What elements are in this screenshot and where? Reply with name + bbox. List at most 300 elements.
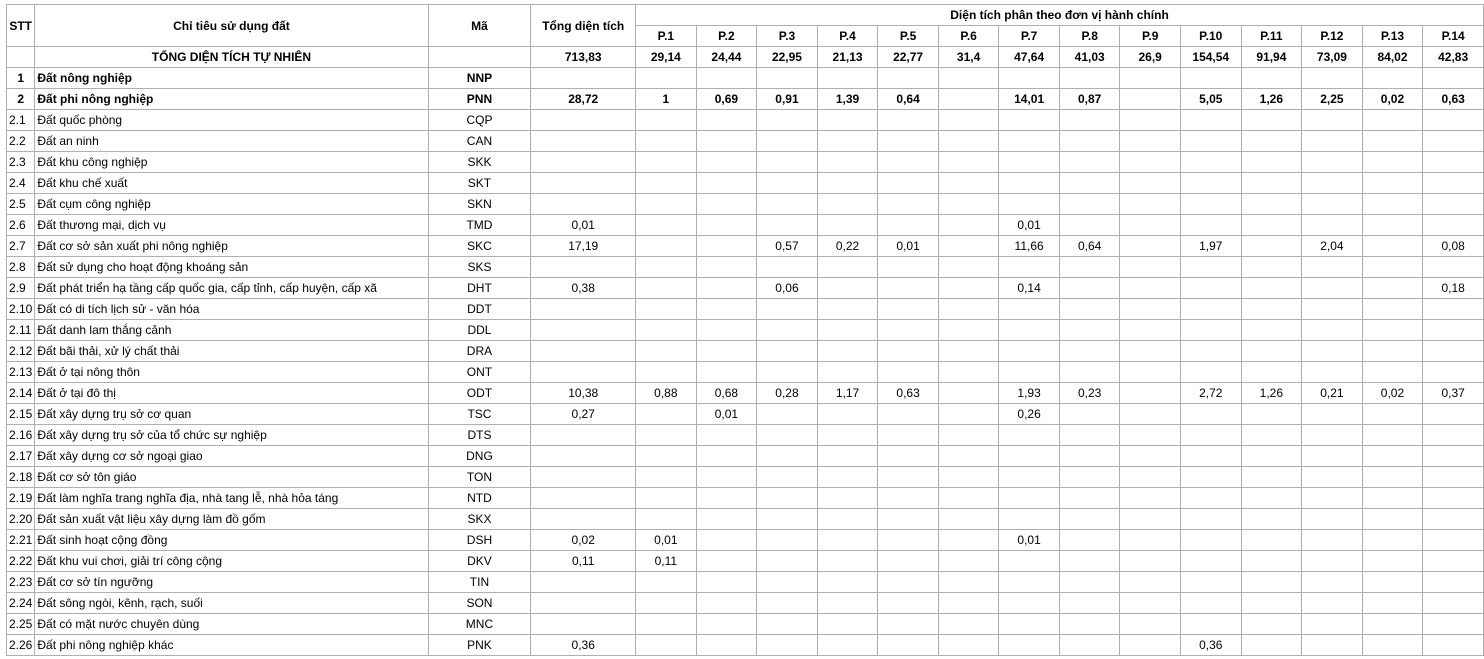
row-ward-cell bbox=[1241, 614, 1302, 635]
row-ward-cell bbox=[878, 635, 939, 656]
row-ward-cell bbox=[1059, 362, 1120, 383]
row-ward-cell bbox=[999, 152, 1060, 173]
row-ward-cell bbox=[1059, 488, 1120, 509]
row-ward-cell bbox=[696, 278, 757, 299]
total-area-header: Tổng diện tích bbox=[531, 5, 636, 47]
row-code: CAN bbox=[428, 131, 531, 152]
row-name: Đất xây dựng trụ sở cơ quan bbox=[35, 404, 428, 425]
row-ward-cell bbox=[757, 215, 818, 236]
row-ward-cell bbox=[696, 68, 757, 89]
row-name: Đất bãi thải, xử lý chất thải bbox=[35, 341, 428, 362]
row-ward-cell bbox=[1423, 635, 1484, 656]
row-stt: 2.25 bbox=[7, 614, 35, 635]
row-ward-cell bbox=[1362, 404, 1423, 425]
row-ward-cell bbox=[817, 278, 878, 299]
row-ward-cell bbox=[1302, 110, 1363, 131]
row-ward-cell: 0,36 bbox=[1180, 635, 1241, 656]
row-ward-cell bbox=[1362, 278, 1423, 299]
row-ward-cell bbox=[1120, 635, 1180, 656]
row-ward-cell bbox=[1302, 635, 1363, 656]
row-ward-cell bbox=[878, 467, 939, 488]
row-stt: 2.21 bbox=[7, 530, 35, 551]
table-row bbox=[7, 320, 1484, 341]
row-ward-cell bbox=[696, 362, 757, 383]
row-ward-cell bbox=[817, 530, 878, 551]
row-ward-cell bbox=[817, 362, 878, 383]
row-ward-cell bbox=[938, 278, 998, 299]
row-ward-cell bbox=[1059, 299, 1120, 320]
row-ward-cell bbox=[1059, 425, 1120, 446]
row-ward-cell bbox=[1362, 299, 1423, 320]
row-code: DTS bbox=[428, 425, 531, 446]
row-ward-cell bbox=[999, 173, 1060, 194]
row-ward-cell bbox=[757, 467, 818, 488]
row-ward-cell bbox=[636, 446, 697, 467]
row-ward-cell bbox=[1120, 593, 1180, 614]
row-ward-cell bbox=[636, 194, 697, 215]
row-ward-cell bbox=[1180, 278, 1241, 299]
row-ward-cell bbox=[1180, 68, 1241, 89]
row-ward-cell bbox=[999, 446, 1060, 467]
row-ward-cell bbox=[1120, 362, 1180, 383]
row-ward-cell bbox=[1423, 341, 1484, 362]
row-ward-cell bbox=[636, 572, 697, 593]
row-ward-cell bbox=[636, 425, 697, 446]
row-name: Đất cơ sở tín ngưỡng bbox=[35, 572, 428, 593]
row-ward-cell bbox=[817, 635, 878, 656]
row-ward-cell bbox=[1120, 215, 1180, 236]
total-row bbox=[7, 47, 1484, 68]
row-ward-cell bbox=[1180, 320, 1241, 341]
row-ward-cell bbox=[1241, 425, 1302, 446]
row-ward-cell bbox=[1180, 173, 1241, 194]
table-row bbox=[7, 593, 1484, 614]
row-ward-cell: 0,63 bbox=[878, 383, 939, 404]
row-ward-cell bbox=[1180, 110, 1241, 131]
row-ward-cell bbox=[696, 530, 757, 551]
row-name: Đất xây dựng trụ sở của tổ chức sự nghiệp bbox=[35, 425, 428, 446]
row-total: 0,02 bbox=[531, 530, 636, 551]
row-ward-cell bbox=[1302, 509, 1363, 530]
row-ward-cell: 0,26 bbox=[999, 404, 1060, 425]
row-ward-cell bbox=[1302, 341, 1363, 362]
ward-header-6: P.6 bbox=[938, 26, 998, 47]
ward-header-1: P.1 bbox=[636, 26, 697, 47]
row-ward-cell bbox=[1120, 236, 1180, 257]
row-stt: 2.19 bbox=[7, 488, 35, 509]
row-ward-cell bbox=[636, 257, 697, 278]
row-ward-cell bbox=[1120, 173, 1180, 194]
row-code: DRA bbox=[428, 341, 531, 362]
row-stt: 2.22 bbox=[7, 551, 35, 572]
row-ward-cell: 1,26 bbox=[1241, 89, 1302, 110]
row-ward-cell bbox=[757, 404, 818, 425]
row-ward-cell bbox=[1423, 152, 1484, 173]
row-ward-cell bbox=[636, 110, 697, 131]
table-row bbox=[7, 215, 1484, 236]
row-ward-cell bbox=[817, 215, 878, 236]
row-ward-cell bbox=[1241, 152, 1302, 173]
row-ward-cell bbox=[1302, 131, 1363, 152]
row-code: PNN bbox=[428, 89, 531, 110]
row-ward-cell bbox=[636, 635, 697, 656]
row-ward-cell bbox=[1120, 404, 1180, 425]
row-ward-cell bbox=[878, 425, 939, 446]
row-ward-cell bbox=[938, 488, 998, 509]
row-ward-cell bbox=[1059, 215, 1120, 236]
row-ward-cell bbox=[938, 614, 998, 635]
table-row bbox=[7, 530, 1484, 551]
row-ward-cell bbox=[1362, 488, 1423, 509]
row-ward-cell bbox=[1059, 635, 1120, 656]
row-name: Đất phi nông nghiệp khác bbox=[35, 635, 428, 656]
row-ward-cell bbox=[1120, 194, 1180, 215]
row-ward-cell bbox=[1059, 467, 1120, 488]
row-ward-cell bbox=[1241, 194, 1302, 215]
row-total bbox=[531, 593, 636, 614]
row-ward-cell: 0,01 bbox=[999, 215, 1060, 236]
row-ward-cell bbox=[938, 446, 998, 467]
row-ward-cell bbox=[636, 320, 697, 341]
row-ward-cell bbox=[1120, 68, 1180, 89]
row-ward-cell: 0,88 bbox=[636, 383, 697, 404]
ward-header-11: P.11 bbox=[1241, 26, 1302, 47]
row-ward-cell: 1,26 bbox=[1241, 383, 1302, 404]
total-ward-cell: 24,44 bbox=[696, 47, 757, 68]
row-name: Đất quốc phòng bbox=[35, 110, 428, 131]
row-stt: 2.7 bbox=[7, 236, 35, 257]
row-ward-cell bbox=[1120, 89, 1180, 110]
row-ward-cell bbox=[1180, 257, 1241, 278]
row-ward-cell: 0,64 bbox=[1059, 236, 1120, 257]
row-ward-cell bbox=[696, 320, 757, 341]
row-ward-cell bbox=[757, 194, 818, 215]
row-ward-cell bbox=[1241, 509, 1302, 530]
row-stt: 2.8 bbox=[7, 257, 35, 278]
table-row bbox=[7, 236, 1484, 257]
row-ward-cell bbox=[1423, 362, 1484, 383]
row-ward-cell bbox=[1423, 173, 1484, 194]
row-ward-cell bbox=[1362, 110, 1423, 131]
row-total: 28,72 bbox=[531, 89, 636, 110]
row-ward-cell bbox=[878, 593, 939, 614]
row-ward-cell bbox=[1180, 404, 1241, 425]
row-ward-cell bbox=[1241, 362, 1302, 383]
table-row bbox=[7, 173, 1484, 194]
row-ward-cell bbox=[757, 593, 818, 614]
row-ward-cell bbox=[1120, 383, 1180, 404]
row-ward-cell bbox=[878, 110, 939, 131]
row-ward-cell bbox=[1423, 488, 1484, 509]
row-ward-cell bbox=[1423, 404, 1484, 425]
row-ward-cell bbox=[1120, 425, 1180, 446]
row-ward-cell: 0,02 bbox=[1362, 383, 1423, 404]
row-ward-cell bbox=[1241, 446, 1302, 467]
row-ward-cell bbox=[938, 110, 998, 131]
row-ward-cell bbox=[878, 194, 939, 215]
row-ward-cell bbox=[1241, 551, 1302, 572]
row-ward-cell bbox=[938, 131, 998, 152]
row-stt: 2.24 bbox=[7, 593, 35, 614]
ward-header-3: P.3 bbox=[757, 26, 818, 47]
ward-header-13: P.13 bbox=[1362, 26, 1423, 47]
row-ward-cell bbox=[1362, 131, 1423, 152]
row-ward-cell: 0,23 bbox=[1059, 383, 1120, 404]
row-code: DKV bbox=[428, 551, 531, 572]
row-ward-cell bbox=[757, 299, 818, 320]
row-ward-cell bbox=[999, 257, 1060, 278]
row-ward-cell bbox=[1423, 110, 1484, 131]
row-ward-cell: 0,18 bbox=[1423, 278, 1484, 299]
row-ward-cell bbox=[636, 467, 697, 488]
row-ward-cell bbox=[696, 299, 757, 320]
row-ward-cell bbox=[1180, 215, 1241, 236]
row-ward-cell bbox=[696, 593, 757, 614]
row-ward-cell bbox=[817, 404, 878, 425]
table-row bbox=[7, 425, 1484, 446]
indicator-header: Chỉ tiêu sử dụng đất bbox=[35, 5, 428, 47]
row-stt: 2.11 bbox=[7, 320, 35, 341]
row-ward-cell bbox=[878, 572, 939, 593]
row-ward-cell bbox=[817, 68, 878, 89]
row-ward-cell bbox=[1180, 425, 1241, 446]
row-ward-cell bbox=[757, 131, 818, 152]
row-ward-cell bbox=[1059, 572, 1120, 593]
row-ward-cell bbox=[757, 152, 818, 173]
row-ward-cell bbox=[1241, 110, 1302, 131]
row-ward-cell bbox=[1241, 236, 1302, 257]
row-ward-cell bbox=[878, 509, 939, 530]
row-stt: 2 bbox=[7, 89, 35, 110]
total-ward-cell: 84,02 bbox=[1362, 47, 1423, 68]
row-total bbox=[531, 110, 636, 131]
table-row bbox=[7, 362, 1484, 383]
row-ward-cell bbox=[1120, 341, 1180, 362]
row-ward-cell: 0,63 bbox=[1423, 89, 1484, 110]
row-ward-cell bbox=[696, 152, 757, 173]
row-ward-cell bbox=[817, 446, 878, 467]
row-ward-cell: 1,97 bbox=[1180, 236, 1241, 257]
row-code: CQP bbox=[428, 110, 531, 131]
row-name: Đất nông nghiệp bbox=[35, 68, 428, 89]
row-ward-cell bbox=[757, 530, 818, 551]
row-ward-cell bbox=[757, 551, 818, 572]
row-ward-cell bbox=[1302, 446, 1363, 467]
row-code: PNK bbox=[428, 635, 531, 656]
row-ward-cell bbox=[1059, 278, 1120, 299]
row-ward-cell bbox=[817, 320, 878, 341]
row-total bbox=[531, 173, 636, 194]
row-ward-cell bbox=[1120, 152, 1180, 173]
row-ward-cell: 0,22 bbox=[817, 236, 878, 257]
row-stt: 2.23 bbox=[7, 572, 35, 593]
total-ward-cell: 22,77 bbox=[878, 47, 939, 68]
row-name: Đất có di tích lịch sử - văn hóa bbox=[35, 299, 428, 320]
row-ward-cell bbox=[696, 446, 757, 467]
row-ward-cell bbox=[1241, 467, 1302, 488]
row-ward-cell bbox=[757, 257, 818, 278]
row-ward-cell bbox=[636, 68, 697, 89]
row-ward-cell bbox=[1120, 131, 1180, 152]
row-ward-cell bbox=[636, 509, 697, 530]
row-ward-cell bbox=[1180, 488, 1241, 509]
row-stt: 2.3 bbox=[7, 152, 35, 173]
row-ward-cell bbox=[1302, 257, 1363, 278]
row-ward-cell bbox=[938, 173, 998, 194]
row-name: Đất cụm công nghiệp bbox=[35, 194, 428, 215]
row-ward-cell bbox=[999, 635, 1060, 656]
row-ward-cell bbox=[1180, 131, 1241, 152]
total-ward-cell: 41,03 bbox=[1059, 47, 1120, 68]
ward-header-4: P.4 bbox=[817, 26, 878, 47]
row-ward-cell bbox=[696, 215, 757, 236]
row-ward-cell bbox=[1302, 404, 1363, 425]
row-ward-cell bbox=[1241, 320, 1302, 341]
row-ward-cell: 0,69 bbox=[696, 89, 757, 110]
row-ward-cell bbox=[1423, 551, 1484, 572]
row-ward-cell bbox=[938, 215, 998, 236]
row-ward-cell bbox=[696, 425, 757, 446]
total-ward-cell: 42,83 bbox=[1423, 47, 1484, 68]
row-name: Đất khu công nghiệp bbox=[35, 152, 428, 173]
row-ward-cell bbox=[1180, 446, 1241, 467]
row-ward-cell bbox=[1180, 194, 1241, 215]
row-ward-cell bbox=[1362, 467, 1423, 488]
row-ward-cell bbox=[1423, 257, 1484, 278]
ward-header-2: P.2 bbox=[696, 26, 757, 47]
row-ward-cell bbox=[817, 110, 878, 131]
row-ward-cell bbox=[878, 404, 939, 425]
row-ward-cell bbox=[1241, 341, 1302, 362]
row-ward-cell: 1,93 bbox=[999, 383, 1060, 404]
table-row bbox=[7, 551, 1484, 572]
row-ward-cell: 1,17 bbox=[817, 383, 878, 404]
row-ward-cell bbox=[999, 68, 1060, 89]
row-ward-cell bbox=[1362, 341, 1423, 362]
row-name: Đất danh lam thắng cảnh bbox=[35, 320, 428, 341]
code-header: Mã bbox=[428, 5, 531, 47]
row-ward-cell bbox=[999, 320, 1060, 341]
row-code: DSH bbox=[428, 530, 531, 551]
row-ward-cell bbox=[878, 362, 939, 383]
row-ward-cell bbox=[938, 341, 998, 362]
row-ward-cell bbox=[1059, 131, 1120, 152]
total-ward-cell: 26,9 bbox=[1120, 47, 1180, 68]
row-ward-cell bbox=[1241, 215, 1302, 236]
row-ward-cell bbox=[696, 509, 757, 530]
row-ward-cell bbox=[696, 131, 757, 152]
row-ward-cell bbox=[817, 614, 878, 635]
row-ward-cell: 0,57 bbox=[757, 236, 818, 257]
row-name: Đất phát triển hạ tầng cấp quốc gia, cấp tỉnh, cấp huyện, cấp xã bbox=[35, 278, 428, 299]
row-stt: 2.9 bbox=[7, 278, 35, 299]
row-ward-cell bbox=[636, 278, 697, 299]
row-total bbox=[531, 509, 636, 530]
row-total bbox=[531, 572, 636, 593]
row-stt: 2.5 bbox=[7, 194, 35, 215]
row-ward-cell bbox=[1362, 530, 1423, 551]
row-ward-cell bbox=[1120, 446, 1180, 467]
row-ward-cell: 0,08 bbox=[1423, 236, 1484, 257]
row-ward-cell bbox=[696, 488, 757, 509]
row-ward-cell: 0,64 bbox=[878, 89, 939, 110]
row-code: TIN bbox=[428, 572, 531, 593]
row-ward-cell bbox=[878, 131, 939, 152]
row-total: 0,27 bbox=[531, 404, 636, 425]
row-total bbox=[531, 425, 636, 446]
row-code: NTD bbox=[428, 488, 531, 509]
row-ward-cell bbox=[1120, 551, 1180, 572]
row-ward-cell bbox=[1180, 551, 1241, 572]
row-code: SKK bbox=[428, 152, 531, 173]
row-ward-cell bbox=[1241, 404, 1302, 425]
row-ward-cell bbox=[636, 215, 697, 236]
table-row bbox=[7, 467, 1484, 488]
row-ward-cell bbox=[1302, 278, 1363, 299]
row-code: NNP bbox=[428, 68, 531, 89]
row-ward-cell bbox=[817, 425, 878, 446]
row-ward-cell: 0,28 bbox=[757, 383, 818, 404]
row-ward-cell bbox=[1302, 425, 1363, 446]
row-ward-cell bbox=[1241, 530, 1302, 551]
row-total bbox=[531, 614, 636, 635]
row-name: Đất sông ngòi, kênh, rạch, suối bbox=[35, 593, 428, 614]
row-ward-cell bbox=[1059, 551, 1120, 572]
row-stt: 2.13 bbox=[7, 362, 35, 383]
row-ward-cell bbox=[817, 509, 878, 530]
ward-header-14: P.14 bbox=[1423, 26, 1484, 47]
row-ward-cell bbox=[1059, 320, 1120, 341]
row-name: Đất ở tại nông thôn bbox=[35, 362, 428, 383]
row-ward-cell bbox=[878, 173, 939, 194]
row-ward-cell bbox=[938, 467, 998, 488]
row-ward-cell bbox=[1120, 488, 1180, 509]
row-ward-cell bbox=[1120, 257, 1180, 278]
stt-header: STT bbox=[7, 5, 35, 47]
row-code: SKC bbox=[428, 236, 531, 257]
row-total bbox=[531, 341, 636, 362]
row-ward-cell: 5,05 bbox=[1180, 89, 1241, 110]
row-stt: 2.12 bbox=[7, 341, 35, 362]
row-stt: 2.16 bbox=[7, 425, 35, 446]
row-ward-cell bbox=[938, 572, 998, 593]
row-ward-cell bbox=[1302, 362, 1363, 383]
ward-header-8: P.8 bbox=[1059, 26, 1120, 47]
row-name: Đất cơ sở sản xuất phi nông nghiệp bbox=[35, 236, 428, 257]
row-ward-cell bbox=[1362, 509, 1423, 530]
row-ward-cell bbox=[757, 509, 818, 530]
table-row bbox=[7, 299, 1484, 320]
row-total: 0,01 bbox=[531, 215, 636, 236]
row-ward-cell: 0,91 bbox=[757, 89, 818, 110]
row-code: DDL bbox=[428, 320, 531, 341]
row-ward-cell bbox=[1362, 215, 1423, 236]
row-ward-cell bbox=[938, 68, 998, 89]
row-code: DHT bbox=[428, 278, 531, 299]
row-ward-cell bbox=[1362, 236, 1423, 257]
row-ward-cell bbox=[938, 152, 998, 173]
ward-header-10: P.10 bbox=[1180, 26, 1241, 47]
table-row bbox=[7, 341, 1484, 362]
row-ward-cell bbox=[1423, 593, 1484, 614]
row-stt: 2.18 bbox=[7, 467, 35, 488]
row-total bbox=[531, 446, 636, 467]
row-ward-cell bbox=[938, 509, 998, 530]
row-ward-cell bbox=[1241, 173, 1302, 194]
table-row bbox=[7, 194, 1484, 215]
row-name: Đất sản xuất vật liệu xây dựng làm đồ gốm bbox=[35, 509, 428, 530]
total-ward-cell: 21,13 bbox=[817, 47, 878, 68]
